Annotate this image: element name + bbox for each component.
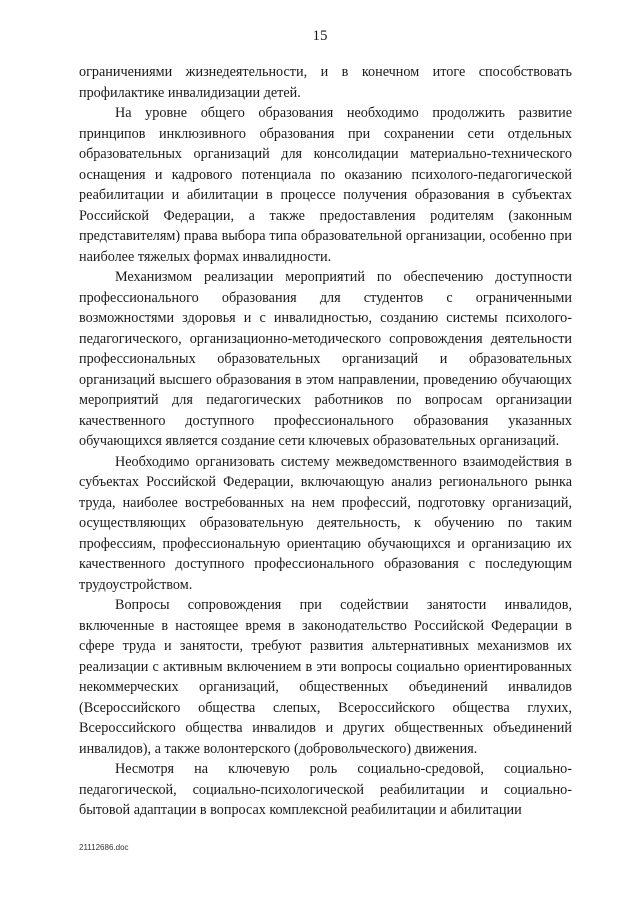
paragraph-2: На уровне общего образования необходимо продолжить развитие принципов инклюзивного образования при сохранении сети отдельных образовательных организаций для консолидации материально-технического оснащения и кадрового потенциала по оказанию психолого-педагогической реабилитации и абилитации в процессе получения образования в субъектах Российской Федерации, а также предоставления родителям (законным представителям) права выбора типа образовательной организации, особенно при наиболее тяжелых формах инвалидности.	[79, 105, 572, 265]
document-body	[79, 62, 572, 821]
paragraph-5: Вопросы сопровождения при содействии занятости инвалидов, включенные в настоящее время в законодательство Российской Федерации в сфере труда и занятости, требуют развития альтернативных механизмов их реализации с активным включением в эти вопросы социально ориентированных некоммерческих организаций, общественных объединений инвалидов (Всероссийского общества слепых, Всероссийского общества глухих, Всероссийского общества инвалидов и других общественных объединений инвалидов), а также волонтерского (добровольческого) движения.	[79, 597, 572, 757]
page-number: 15	[312, 28, 328, 44]
paragraph-4: Необходимо организовать систему межведомственного взаимодействия в субъектах Российской Федерации, включающую анализ регионального рынка труда, наиболее востребованных на нем профессий, подготовку организаций, осуществляющих образовательную деятельность, к обучению по таким профессиям, профессиональную ориентацию обучающихся и организацию их качественного доступного профессионального образования с последующим трудоустройством.	[79, 453, 572, 593]
footer-filename: 21112686.doc	[79, 843, 129, 852]
paragraph-6: Несмотря на ключевую роль социально-средовой, социально-педагогической, социально-психологической реабилитации и социально-бытовой адаптации в вопросах комплексной реабилитации и абилитации	[79, 761, 572, 818]
paragraph-3: Механизмом реализации мероприятий по обеспечению доступности профессионального образования для студентов с ограниченными возможностями здоровья и с инвалидностью, созданию системы психолого-педагогического, организационно-методического сопровождения деятельности профессиональных образовательных организаций и образовательных организаций высшего образования в этом направлении, проведению обучающих мероприятий для педагогических работников по вопросам организации качественного доступного профессионального образования указанных обучающихся является создание сети ключевых образовательных организаций.	[79, 269, 572, 449]
paragraph-1: ограничениями жизнедеятельности, и в конечном итоге способствовать профилактике инвалидизации детей.	[79, 64, 572, 101]
